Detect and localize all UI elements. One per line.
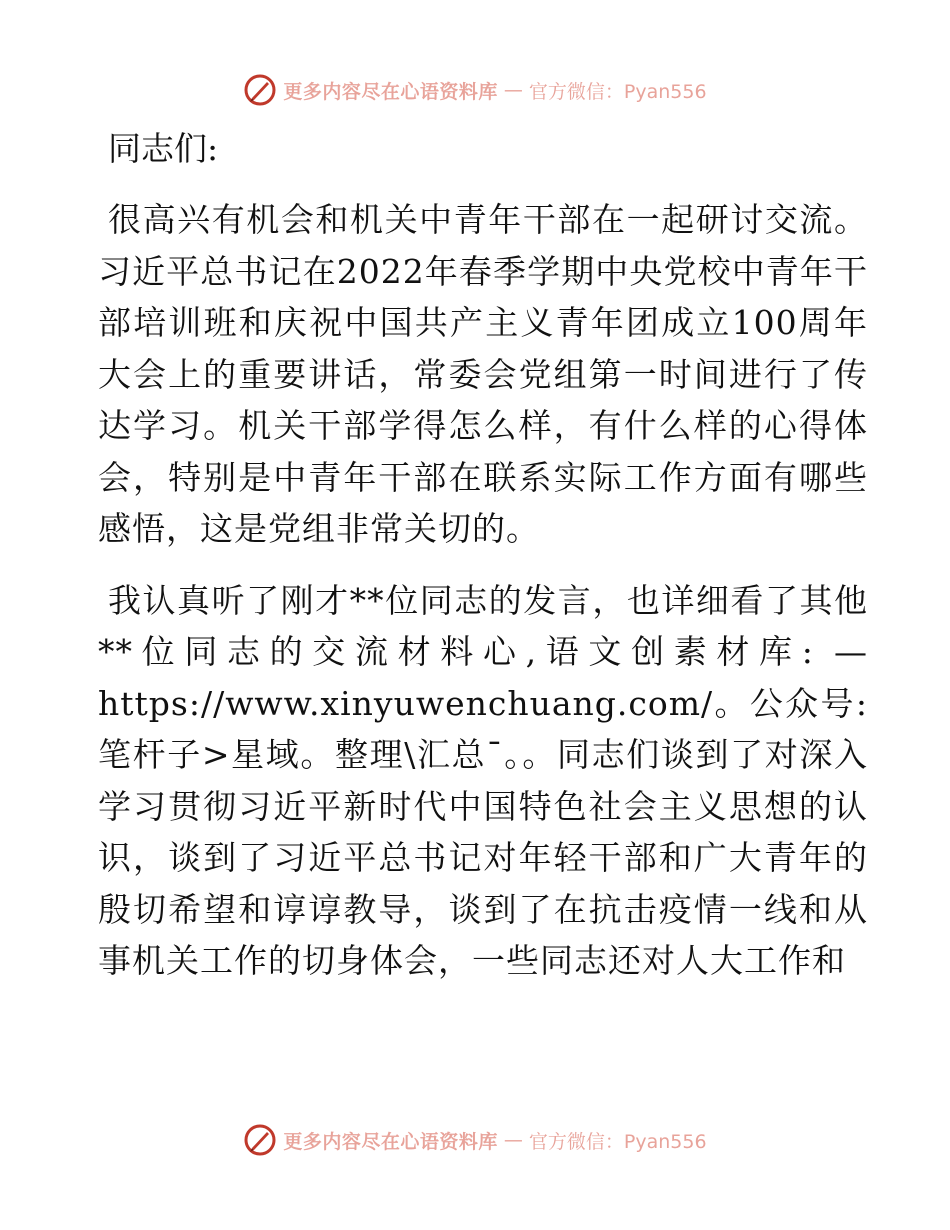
salutation: 同志们: bbox=[108, 129, 219, 168]
paragraph-2: 我认真听了刚才**位同志的发言，也详细看了其他**位同志的交流材料心,语文创素材库: —https://www.xinyuwenchuang.com/。公众号: 笔杆子>星域。整理\汇总¯。。同志们谈到了对深入学习贯彻习近平新时代中国特色社会主义思想的认识，谈到了习近平总书记对年轻干部和广大青年的殷切希望和谆谆教导，谈到了在抗击疫情一线和从事机关工作的切身体会，一些同志还对人大工作和 bbox=[98, 580, 868, 980]
paragraph-1: 很高兴有机会和机关中青年干部在一起研讨交流。习近平总书记在2022年春季学期中央党校中青年干部培训班和庆祝中国共产主义青年团成立100周年大会上的重要讲话，常委会党组第一时间进行了传达学习。机关干部学得怎么样，有什么样的心得体会，特别是中青年干部在联系实际工作方面有哪些感悟，这是党组非常关切的。 bbox=[98, 200, 868, 548]
header-watermark-banner bbox=[0, 70, 950, 110]
banner-contact-text: 官方微信：Pyan556 bbox=[528, 80, 707, 103]
quill-logo-icon bbox=[243, 1123, 277, 1157]
footer-watermark-banner bbox=[0, 1120, 950, 1160]
banner-separator: — bbox=[503, 1129, 523, 1151]
banner-brand-text: 更多内容尽在心语资料库 bbox=[283, 80, 498, 103]
banner-contact-text: 官方微信：Pyan556 bbox=[528, 1130, 707, 1153]
quill-logo-icon bbox=[243, 73, 277, 107]
document-body bbox=[98, 124, 868, 1007]
banner-brand-text: 更多内容尽在心语资料库 bbox=[283, 1130, 498, 1153]
banner-separator: — bbox=[503, 79, 523, 101]
